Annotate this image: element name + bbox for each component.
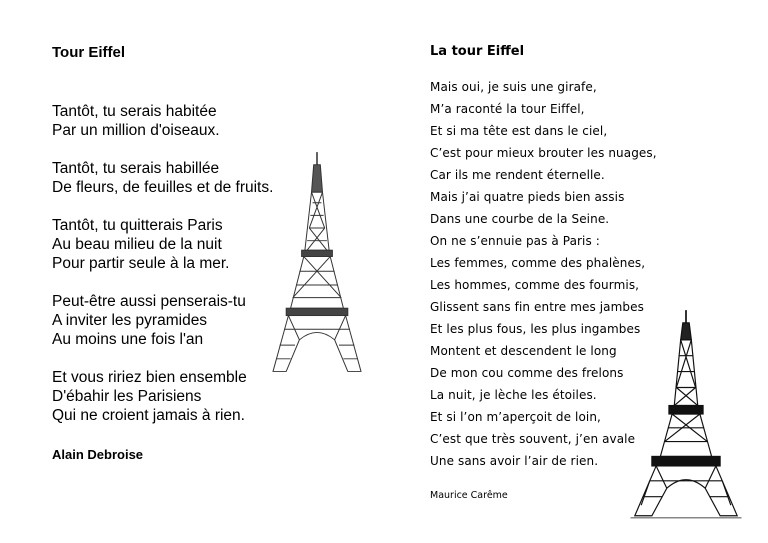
poem-line: Une sans avoir l’air de rien. [430, 454, 599, 468]
poem-line: Montent et descendent le long [430, 344, 617, 358]
poem-line: On ne s’ennuie pas à Paris : [430, 234, 600, 248]
stanza [52, 102, 392, 140]
poem-line: D'ébahir les Parisiens [52, 388, 202, 405]
poem-line: Pour partir seule à la mer. [52, 255, 230, 272]
poem-line: M’a raconté la tour Eiffel, [430, 102, 585, 116]
poem-line: Qui ne croient jamais à rien. [52, 407, 245, 424]
poem-line: Mais oui, je suis une girafe, [430, 80, 597, 94]
poem-line: Tantôt, tu serais habitée [52, 103, 217, 120]
poem-line: C’est pour mieux brouter les nuages, [430, 146, 657, 160]
poem-line: De mon cou comme des frelons [430, 366, 624, 380]
poem-line: Au beau milieu de la nuit [52, 236, 222, 253]
poem-line: Par un million d'oiseaux. [52, 122, 220, 139]
poem-line: Car ils me rendent éternelle. [430, 168, 605, 182]
poem-line: Et vous ririez bien ensemble [52, 369, 247, 386]
poem-line: Au moins une fois l'an [52, 331, 204, 348]
poem-line: Mais j’ai quatre pieds bien assis [430, 190, 625, 204]
poem-line: Glissent sans fin entre mes jambes [430, 300, 644, 314]
poem-line: Et si l’on m’aperçoit de loin, [430, 410, 601, 424]
poem-line: Tantôt, tu quitterais Paris [52, 217, 223, 234]
left-poem-title: Tour Eiffel [52, 44, 126, 61]
poem-line: Dans une courbe de la Seine. [430, 212, 610, 226]
poem-line: A inviter les pyramides [52, 312, 208, 329]
poem-line: C’est que très souvent, j’en avale [430, 432, 636, 446]
eiffel-tower-icon [622, 308, 750, 520]
eiffel-tower-icon [262, 150, 372, 382]
right-poem-title: La tour Eiffel [430, 44, 525, 59]
poem-line: La nuit, je lèche les étoiles. [430, 388, 597, 402]
poem-line: De fleurs, de feuilles et de fruits. [52, 179, 274, 196]
right-poem-author: Maurice Carême [430, 490, 508, 501]
poem-line: Et les plus fous, les plus ingambes [430, 322, 641, 336]
poem-line: Les femmes, comme des phalènes, [430, 256, 646, 270]
left-poem-author: Alain Debroise [52, 447, 144, 462]
poem-line: Peut-être aussi penserais-tu [52, 293, 246, 310]
poem-line: Les hommes, comme des fourmis, [430, 278, 640, 292]
poem-line: Tantôt, tu serais habillée [52, 160, 220, 177]
poem-line: Et si ma tête est dans le ciel, [430, 124, 608, 138]
